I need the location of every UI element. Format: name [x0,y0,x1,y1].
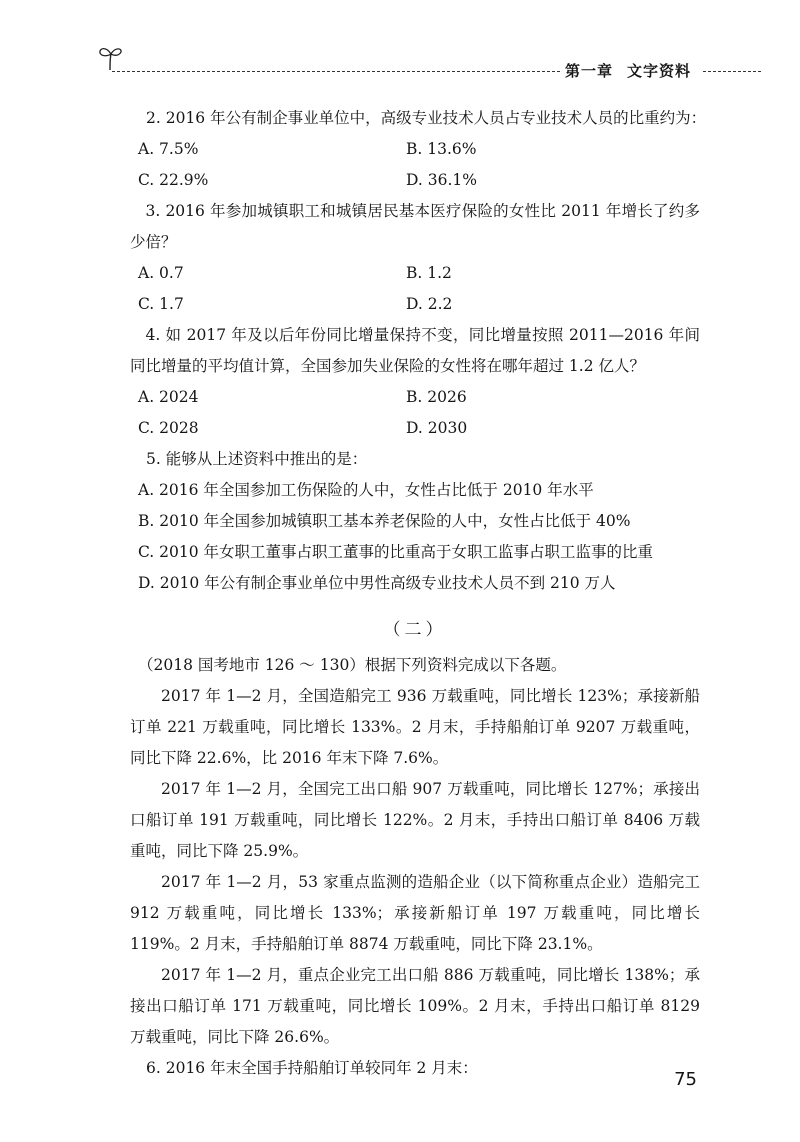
q2-option-d: D. 36.1% [406,171,477,189]
question-2-stem: 2. 2016 年公有制企事业单位中，高级专业技术人员占专业技术人员的比重约为： [146,109,707,127]
q3-option-c: C. 1.7 [138,295,184,313]
q4-option-b: B. 2026 [406,388,467,406]
material-paragraph-1: 2017 年 1—2 月，全国造船完工 936 万载重吨，同比增长 123%；承接新船订单 221 万载重吨，同比增长 133%。2 月末，手持船舶订单 9207 万载重吨，同比下降 22.6%，比 2016 年末下降 7.6%。 [130,687,700,767]
section-heading: （二） [383,620,447,640]
question-3-options-row2 [130,289,700,320]
sprout-icon [95,42,125,72]
material-paragraph-2: 2017 年 1—2 月，全国完工出口船 907 万载重吨，同比增长 127%；承接出口船订单 191 万载重吨，同比增长 122%。2 月末，手持出口船订单 8406 万载重吨，同比下降 25.9%。 [130,780,700,860]
chapter-title: 文字资料 [627,62,692,80]
q5-option-a: A. 2016 年全国参加工伤保险的人中，女性占比低于 2010 年水平 [138,481,594,499]
page-content [130,103,707,1084]
q2-option-c: C. 22.9% [138,171,209,189]
question-6-stem: 6. 2016 年末全国手持船舶订单较同年 2 月末： [146,1059,478,1077]
q3-option-a: A. 0.7 [138,264,184,282]
q4-option-c: C. 2028 [138,419,199,437]
q3-option-b: B. 1.2 [406,264,452,282]
q2-option-b: B. 13.6% [406,140,477,158]
material-paragraph-3: 2017 年 1—2 月，53 家重点监测的造船企业（以下简称重点企业）造船完工 912 万载重吨，同比增长 133%；承接新船订单 197 万载重吨，同比增长 119%。2 月末，手持船舶订单 8874 万载重吨，同比下降 23.1%。 [130,873,700,953]
header-rule-left [112,71,560,72]
q5-option-b: B. 2010 年全国参加城镇职工基本养老保险的人中，女性占比低于 40% [138,512,631,530]
q5-option-d: D. 2010 年公有制企事业单位中男性高级专业技术人员不到 210 万人 [138,574,616,592]
q5-option-c: C. 2010 年女职工董事占职工董事的比重高于女职工监事占职工监事的比重 [138,543,654,561]
question-3-options-row1 [130,258,700,289]
page-number: 75 [674,1069,697,1090]
question-3-stem: 3. 2016 年参加城镇职工和城镇居民基本医疗保险的女性比 2011 年增长了约多少倍？ [130,202,700,251]
running-header [0,30,800,90]
header-rule-right [703,71,761,72]
question-5-stem: 5. 能够从上述资料中推出的是： [146,450,368,468]
chapter-heading [565,60,705,81]
question-4-options-row1 [130,382,700,413]
question-2-options-row2 [130,165,700,196]
section-note: （2018 国考地市 126 ～ 130）根据下列资料完成以下各题。 [138,656,567,674]
q3-option-d: D. 2.2 [406,295,453,313]
q4-option-d: D. 2030 [406,419,468,437]
question-4-options-row2 [130,413,700,444]
material-paragraph-4: 2017 年 1—2 月，重点企业完工出口船 886 万载重吨，同比增长 138%；承接出口船订单 171 万载重吨，同比增长 109%。2 月末，手持出口船订单 8129 万载重吨，同比下降 26.6%。 [130,966,700,1046]
chapter-number: 第一章 [565,62,614,80]
question-4-stem: 4. 如 2017 年及以后年份同比增量保持不变，同比增量按照 2011—2016 年间同比增量的平均值计算，全国参加失业保险的女性将在哪年超过 1.2 亿人？ [130,326,700,375]
q2-option-a: A. 7.5% [138,140,199,158]
q4-option-a: A. 2024 [138,388,199,406]
question-2-options-row1 [130,134,700,165]
